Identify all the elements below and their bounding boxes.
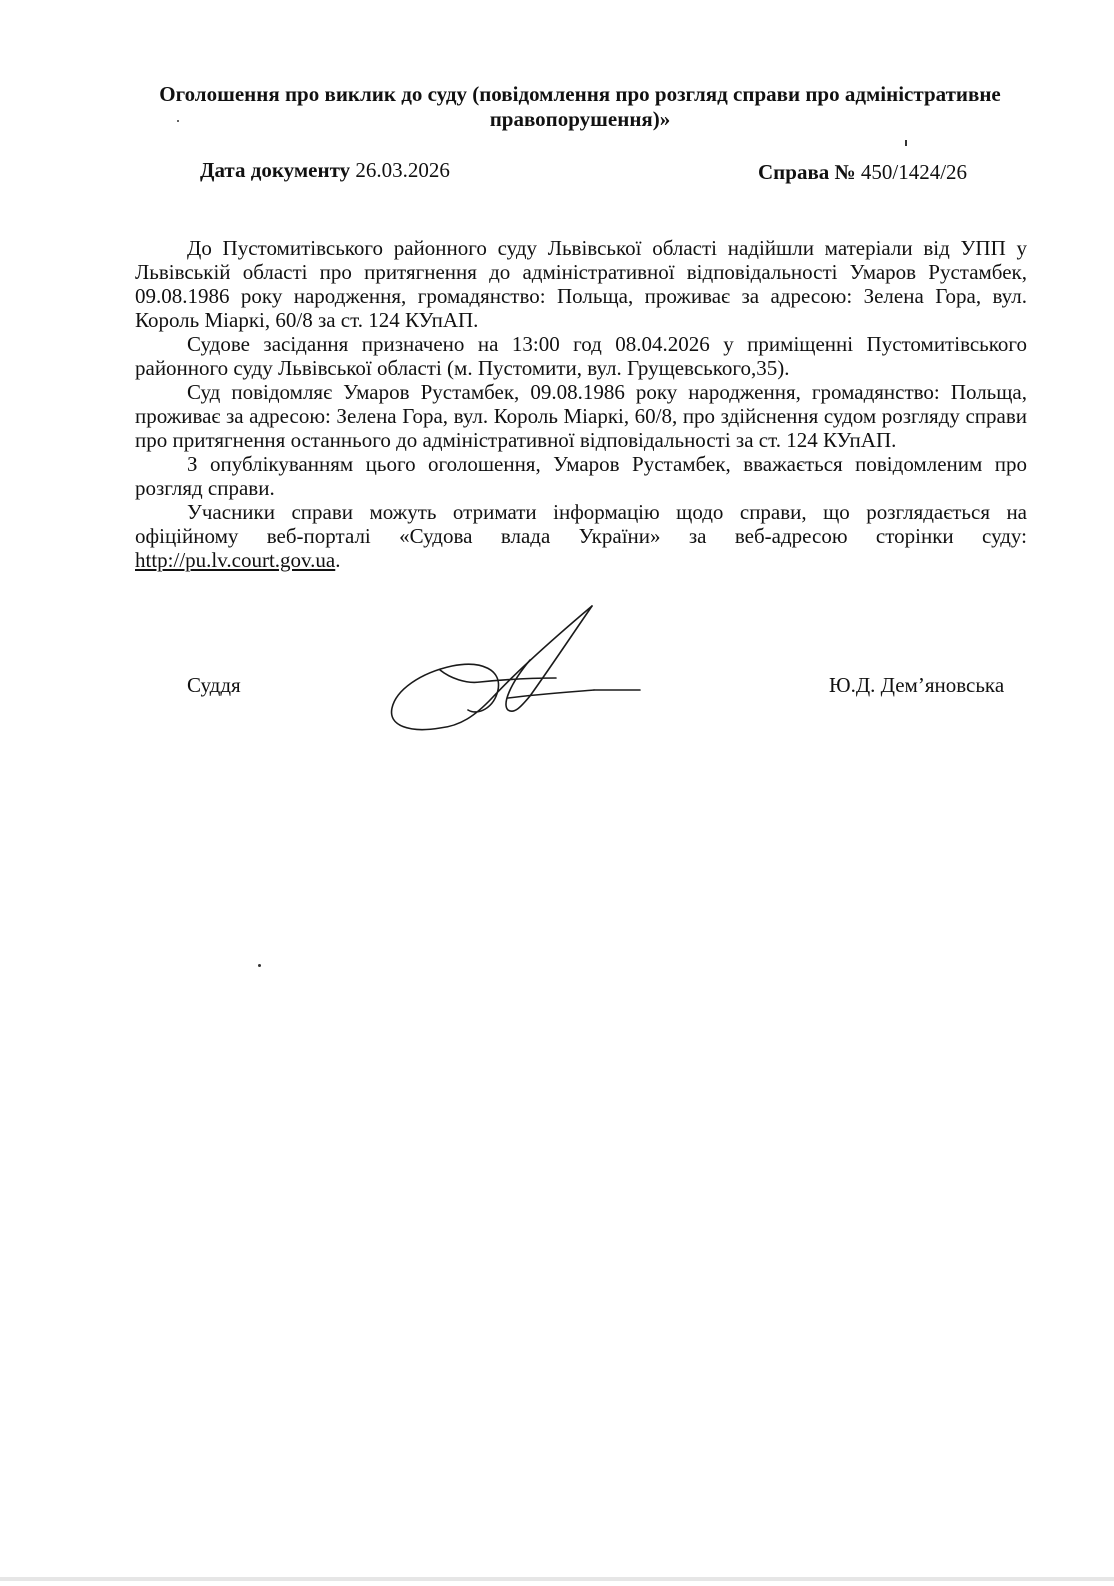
scan-edge-line [0, 1577, 1114, 1581]
document-date [200, 158, 450, 183]
scan-speck [258, 964, 261, 967]
judge-signature [380, 598, 650, 748]
info-text: Учасники справи можуть отримати інформацію щодо справи, що розглядається на офіційному веб-порталі «Судова влада України» за веб-адресою сторінки суду: [135, 500, 1027, 548]
paragraph-publication: З опублікуванням цього оголошення, Умаров Рустамбек, вважається повідомленим про розгляд справи. [135, 452, 1027, 500]
signature-inner-stroke [440, 670, 556, 682]
judge-name: Ю.Д. Дем’яновська [829, 673, 1005, 697]
case-value: 450/1424/26 [860, 160, 968, 184]
court-website-link[interactable]: http://pu.lv.court.gov.ua [135, 548, 336, 572]
judge-label: Суддя [187, 673, 241, 697]
scan-speck [905, 140, 907, 146]
scan-speck [177, 120, 179, 122]
signature-a-stroke [506, 606, 592, 711]
case-label: Справа № [758, 160, 856, 184]
paragraph-notification: Суд повідомляє Умаров Рустамбек, 09.08.1986 року народження, громадянство: Польща, проживає за адресою: Зелена Гора, вул. Король Міаркі, 60/8, про здійснення судом розгляду справи про притягнення останнього до адміністративної відповідальності за ст. 124 КУпАП. [135, 380, 1027, 452]
case-number [758, 160, 967, 185]
paragraph-materials: До Пустомитівського районного суду Львівської області надійшли матеріали від УПП у Львівській області про притягнення до адміністративної відповідальності Умаров Рустамбек, 09.08.1986 року народження, громадянство: Польща, проживає за адресою: Зелена Гора, вул. Король Міаркі, 60/8 за ст. 124 КУпАП. [135, 236, 1027, 332]
signature-loop-stroke [392, 606, 592, 730]
date-label: Дата документу [200, 158, 351, 182]
paragraph-hearing: Судове засідання призначено на 13:00 год 08.04.2026 у приміщенні Пустомитівського районного суду Львівської області (м. Пустомити, вул. Грущевського,35). [135, 332, 1027, 380]
paragraph-info [135, 500, 1027, 572]
document-body [135, 236, 1027, 572]
signature-tail-stroke [508, 690, 594, 698]
info-suffix: . [335, 548, 341, 572]
date-value: 26.03.2026 [355, 158, 450, 182]
document-title: Оголошення про виклик до суду (повідомлення про розгляд справи про адміністративне правопорушення)» [159, 82, 1001, 131]
